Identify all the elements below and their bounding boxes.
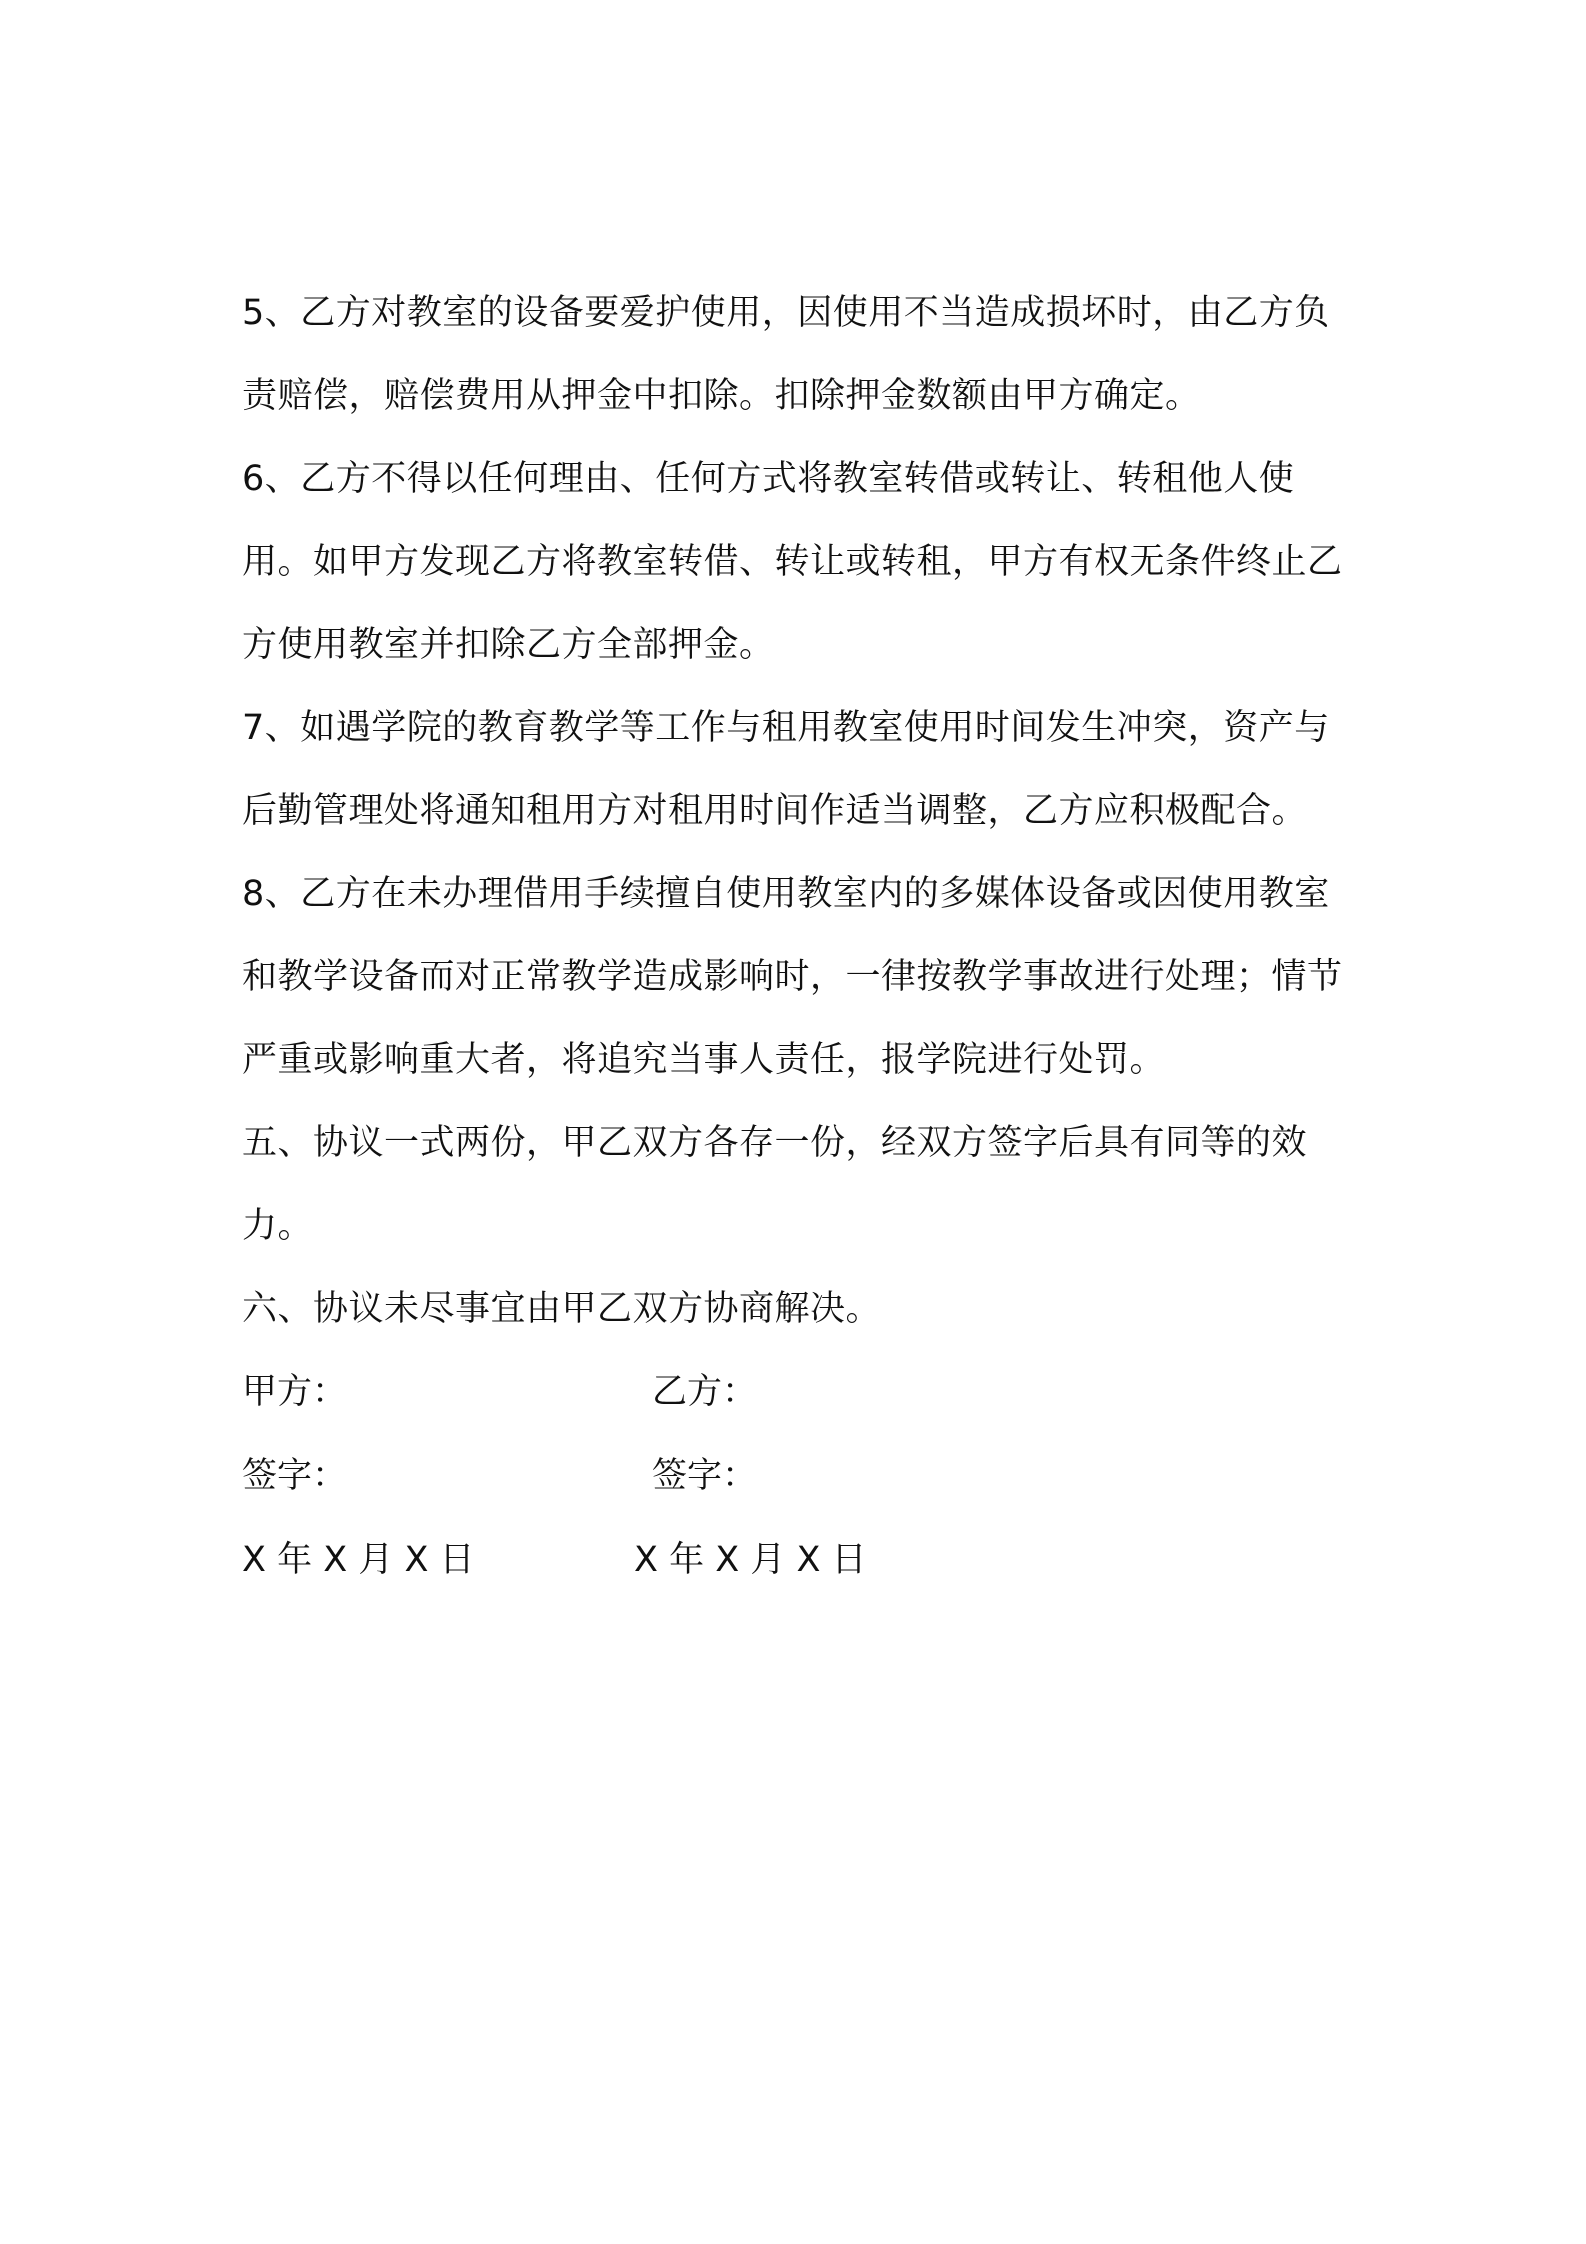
article-5: 五、协议一式两份，甲乙双方各存一份，经双方签字后具有同等的效力。 [242, 1123, 1308, 1246]
sign-b-label: 签字： [652, 1456, 758, 1496]
date-b: X 年 X 月 X 日 [634, 1540, 867, 1580]
article-6: 六、协议未尽事宜由甲乙双方协商解决。 [242, 1289, 882, 1329]
clause-7: 7、如遇学院的教育教学等工作与租用教室使用时间发生冲突，资产与后勤管理处将通知租用方对租用时间作适当调整，乙方应积极配合。 [242, 708, 1330, 831]
clause-5: 5、乙方对教室的设备要爱护使用，因使用不当造成损坏时，由乙方负责赔偿，赔偿费用从押金中扣除。扣除押金数额由甲方确定。 [242, 293, 1330, 416]
document-body [242, 272, 1362, 1603]
party-b-label: 乙方： [652, 1372, 758, 1412]
signature-row [242, 1435, 1362, 1519]
sign-a-label: 签字： [242, 1456, 348, 1496]
date-row [242, 1519, 1362, 1603]
clause-8: 8、乙方在未办理借用手续擅自使用教室内的多媒体设备或因使用教室和教学设备而对正常教学造成影响时，一律按教学事故进行处理；情节严重或影响重大者，将追究当事人责任，报学院进行处罚。 [242, 874, 1343, 1080]
clause-6: 6、乙方不得以任何理由、任何方式将教室转借或转让、转租他人使用。如甲方发现乙方将教室转借、转让或转租，甲方有权无条件终止乙方使用教室并扣除乙方全部押金。 [242, 459, 1343, 665]
party-row [242, 1351, 1362, 1435]
date-a: X 年 X 月 X 日 [242, 1540, 475, 1580]
party-a-label: 甲方： [242, 1372, 348, 1412]
